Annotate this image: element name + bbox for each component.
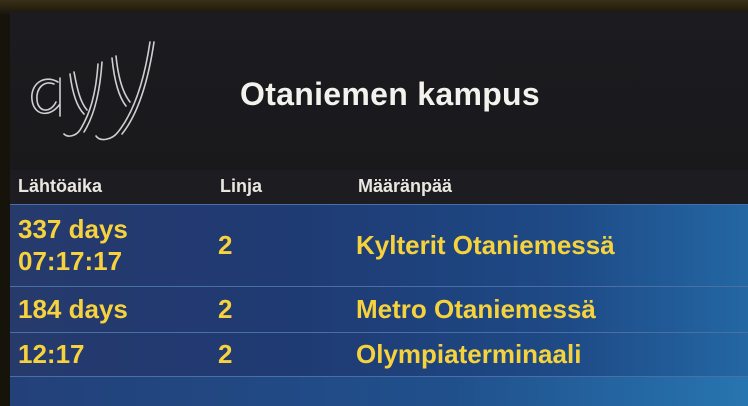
screen-header (10, 12, 748, 170)
departure-destination: Metro Otaniemessä (356, 294, 596, 324)
departure-time: 12:17 (18, 339, 85, 369)
departure-line: 2 (218, 294, 233, 324)
page-title: Otaniemen kampus (240, 76, 541, 112)
departure-row (10, 286, 748, 333)
departure-screen (10, 12, 748, 406)
column-header-line: Linja (220, 176, 263, 196)
departure-time-clock: 07:17:17 (18, 246, 123, 276)
departure-destination: Kylterit Otaniemessä (356, 230, 615, 260)
empty-departure-row (10, 376, 748, 406)
departure-row (10, 332, 748, 377)
departure-destination: Olympiaterminaali (356, 339, 582, 369)
column-header-destination: Määränpää (358, 176, 453, 196)
departure-line: 2 (218, 339, 233, 369)
departure-time: 184 days (18, 294, 128, 324)
column-header-departure: Lähtöaika (18, 176, 103, 196)
departure-line: 2 (218, 230, 233, 260)
ayy-logo-icon (20, 34, 160, 144)
departure-row (10, 204, 748, 287)
departure-time-days: 337 days (18, 214, 128, 244)
